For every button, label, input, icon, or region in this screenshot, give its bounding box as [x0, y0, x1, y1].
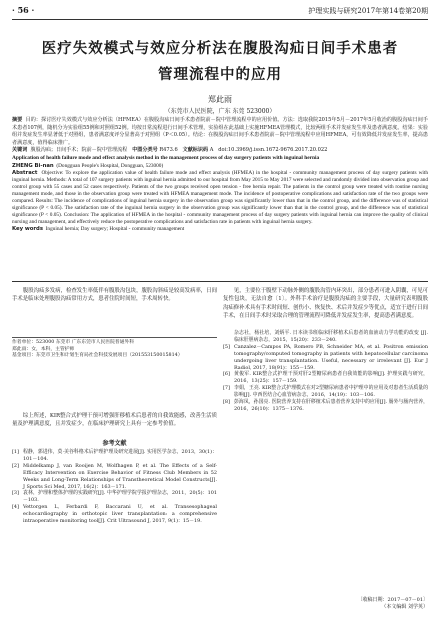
abstract-en-text: Objective: To explore the application value of health failure mode and effect analysis (HFMEA) in the hospital - community management process of day surgery patients with inguinal hernia. Methods: A total of 107 surgery patients with inguinal hernia admitted to our hospital from May 2015 to May 2017 were selected and randomly divided into observation group and control group with 55 cases and 52 cases respectively. Patients of the two groups received open tension - free hernia repair. The patients in the control group were treated with routine nursing management mode, and those in the observation group were treated with HFMEA management mode. The incidence of postoperative complications and satisfaction rate of the two groups were compared. Results: The incidence of complications of inguinal hernia surgery in the observation group was significantly lower than that in the control group, and the difference was of statistical significance (P < 0.05). The satisfaction rate of the inguinal hernia surgery in the observation group was significantly lower than that in the control group, and the difference was of statistical significance (P < 0.05). Conclusion: The application of HFMEA in the hospital - community management process of day surgery patients with inguinal hernia can improve the quality of clinical nursing and management, and effectively reduce the postoperative complications and satisfaction rate in patients with inguinal hernia surgery.	[12, 169, 428, 226]
reference-list-right	[223, 330, 428, 413]
reference-item: [7] 李娟，王亮. KIR整合式护理模式在对2型糖尿病患者中护理中的应用及对患者生活质量的影响[J]. 中西医结合心血管病杂志，2016，14(19)：103－106.	[223, 385, 428, 399]
body-paragraph: 见，主要位于腹壁下动脉外侧的腹股沟管内环突出，部分患者可进入阴囊，可见可复性包块，无法自愈〔1〕。外科手术治疗是腹股沟疝的主要手段，大量研究表明腹股沟疝修补术具有手术时间短、创伤小、恢复快、术后并发症少等优点，适宜于进行日间手术，在日间手术时采取合理的管理流程可降低并发症发生率，提高患者满意度。	[223, 288, 428, 320]
reference-list-left	[12, 449, 217, 525]
english-abstract-label: Abstract	[12, 169, 38, 176]
author-name: 郑此雨	[208, 95, 232, 104]
article-title-line-2: 管理流程中的应用	[158, 67, 282, 83]
abstract-block	[12, 117, 428, 234]
doc-code-label: 文献标识码	[182, 147, 209, 154]
reference-item: 杂志社，杨社培，刘炳平. 日本读书班临床肝移植术后患者的血液动力学功能的改变 [J]. 临床肝胆病杂志，2015，15(20)：233－240.	[234, 330, 428, 343]
reference-item: [2] Middelkamp J, van Rooijen M, Wolfhagen P, et al. The Effects of a Self-Efficacy Intervention on Exercise Behavior of Fitness Club Members in 52 Weeks and Long-Term Relationships of Transtheoretical Model Constructs[J]. J Sports Sci Med, 2017, 16(2)：163－171.	[12, 462, 217, 490]
footnote-line: 基金项目：东莞市卫生和计划生育局社会科技发展项目（201553150015814）	[12, 353, 183, 359]
reference-item: [3] 袁林，护理和整体护理的实践研究[J]. 中华护理学院学报护理杂志，2011，20(5)：101－103.	[12, 490, 217, 504]
english-author-line	[12, 163, 428, 170]
clc-label: 中图分类号	[132, 147, 158, 154]
running-header	[12, 5, 428, 20]
keywords-cn-line	[12, 147, 428, 155]
editor-credit: （本文编辑 刘学英）	[381, 604, 428, 610]
received-date: 〔收稿日期：2017－07－01〕	[357, 597, 428, 603]
body-right-upper	[223, 287, 428, 321]
references-heading: 参考文献	[102, 440, 127, 447]
section-divider	[12, 281, 428, 282]
article-title-line-1: 医疗失效模式与效应分析法在腹股沟疝日间手术患者	[41, 41, 399, 57]
abstract-label: 摘要	[12, 117, 23, 123]
english-title: Application of health failure mode and effect analysis method in the management process of day surgery patients with inguinal hernia	[12, 154, 320, 161]
abstract-cn	[12, 117, 428, 147]
reference-item: [5] Canzalez－Campos PA, Romero PB, Schneider MA, et al. Positron emission tomography/computed tomography in patients with hepatocellular carcinoma undergoing liver transplantation. Useful, necessary or irrelevant [J]. Eur J Radiol, 2017, 18(91)：155－159.	[223, 343, 428, 371]
body-left-lower	[12, 412, 217, 429]
doc-code: A	[209, 147, 214, 154]
footnote-line: 作者单位：523000 东莞市 广东东莞市人民医院普通外科	[12, 340, 135, 345]
journal-name: 护理实践与研究2017年第14卷第20期	[308, 7, 428, 15]
article-title	[20, 36, 420, 88]
clc-code: R473.6	[159, 147, 178, 154]
english-keywords-label: Key words	[12, 226, 43, 233]
keywords-en: Inguinal hernia; Day surgery; Hospital - community management	[45, 226, 185, 233]
body-left-upper	[12, 287, 217, 304]
body-paragraph: 腹股沟疝多发病，检查发生率低伴有腹股沟包块，腹股沟斜疝是较高发病率，日间手术是临床处理腹股沟疝常用方式，患者住院时间短，手术周转快。	[12, 288, 217, 303]
english-affiliation: (Dongguan People's Hospital, Dongguan, 523000)	[56, 162, 164, 169]
reference-item: [6] 黄俊军. KIR整合式护理干预对肝2型糖尿病患者自我效能的影响[J]. 护理实践与研究，2016，13(25)：157－159.	[223, 371, 428, 385]
footnote	[12, 337, 217, 360]
body-paragraph: 综上所述，KIR整合式护理干预可增强肝移植术后患者的自我效能感，改善生活质量及护理满意度，且并发症少，在临床护理研究上具有一定参考价值。	[12, 413, 217, 428]
keywords-label: 关键词	[12, 147, 28, 154]
abstract-en	[12, 170, 428, 227]
keywords-cn: 腹股沟疝；日间手术；院前－院中管理流程	[30, 147, 128, 154]
doi: doi:10.3969/j.issn.1672-9676.2017.20.022	[218, 147, 328, 154]
received-info	[223, 597, 428, 611]
author-affiliation: （东莞市人民医院，广东 东莞 523000）	[164, 108, 276, 115]
english-author: ZHENG Bi-nan	[12, 162, 54, 169]
keywords-en-line	[12, 226, 428, 233]
reference-item: [8] 彭海凤，孙国亮. 医院营养支持在肝移植术后患者营养支持中的应用[J]. 肠外与肠内营养，2016，26(10)：1375－1376.	[223, 399, 428, 412]
footnote-line: 郑此雨：女，本科，主管护师	[12, 346, 75, 352]
page-number: · 56 ·	[12, 5, 35, 15]
reference-item: [1] 程静，郭进伟，莫·美谷科格术后护理护理及研究进展[J]. 实用医学杂志，2013，30(1)：101－104.	[12, 449, 217, 462]
abstract-cn-text: 目的：探讨医疗失效模式与效应分析法（HFMEA）在腹股沟疝日间手术患者院前－院中管理流程中的应用价值。方法：选取我院2015年5月－2017年5月收治的腹股沟疝日间手术患者107例，随机分为实验组55例和对照组52例。均按日常流程进行日间手术管理，实验组在此基础上实施HFMEA管理模式，比较两组手术并发症发生率及患者满意度。结果：实验组并发症发生率显著低于对照组，患者满意度评分显著高于对照组（P＜0.05）。结论：在腹股沟疝日间手术患者院前－院中管理流程中应用HFMEA，可有效降低并发症发生率，提高患者满意度，值得临床推广。	[12, 117, 428, 146]
reference-item: [4] Vettorgen L, Ferbardi F, Baccarani U, et al. Transesophageal echocardiography in orthotopic liver transplantation: a comprehensive intraoperative monitoring tool[J]. Crit Ultrasound J, 2017, 9(1)：15－19.	[12, 504, 217, 525]
